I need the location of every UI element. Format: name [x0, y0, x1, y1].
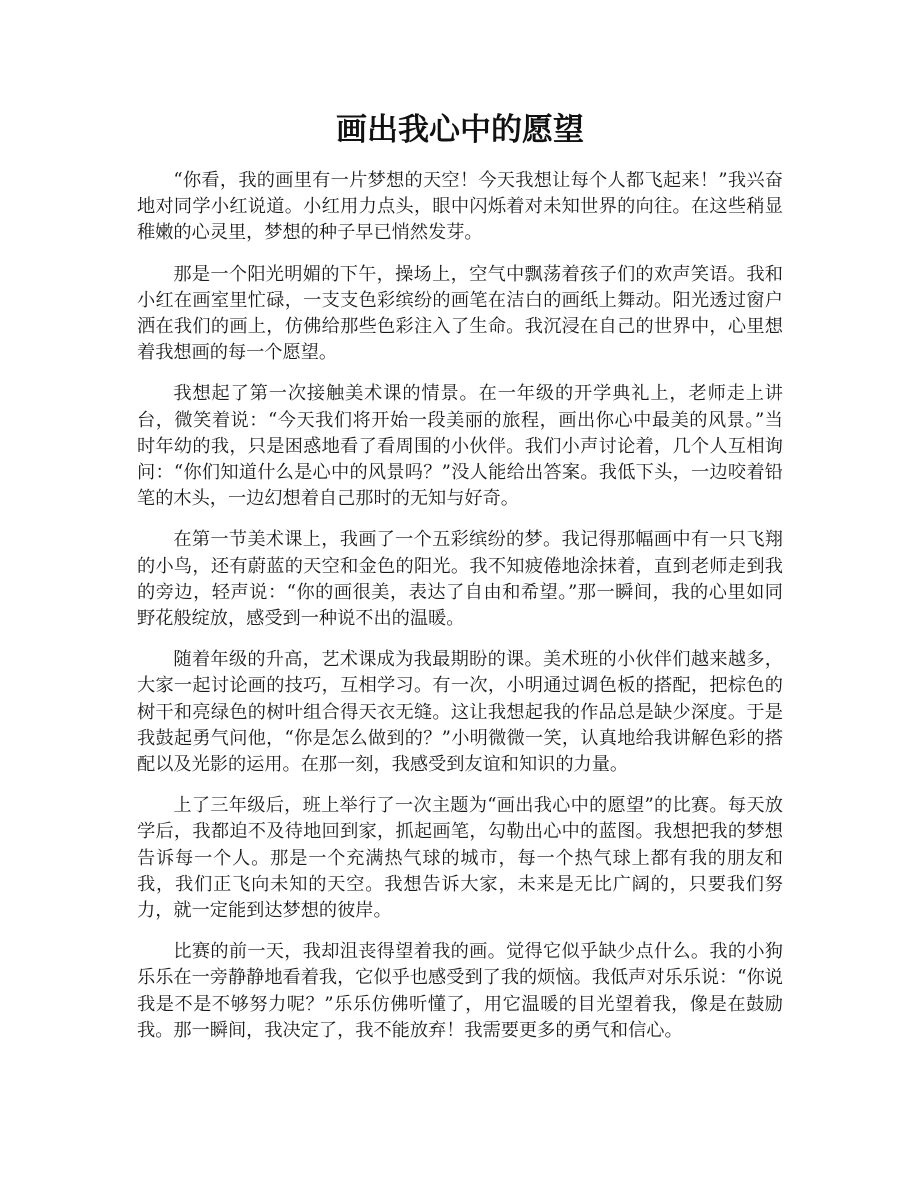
- paragraph: 那是一个阳光明媚的下午，操场上，空气中飘荡着孩子们的欢声笑语。我和小红在画室里忙碌，一支支色彩缤纷的画笔在洁白的画纸上舞动。阳光透过窗户洒在我们的画上，仿佛给那些色彩注入了生命。我沉浸在自己的世界中，心里想着我想画的每一个愿望。: [137, 263, 783, 364]
- paragraph: 比赛的前一天，我却沮丧得望着我的画。觉得它似乎缺少点什么。我的小狗乐乐在一旁静静地看着我，它似乎也感受到了我的烦恼。我低声对乐乐说：“你说我是不是不够努力呢？”乐乐仿佛听懂了，用它温暖的目光望着我，像是在鼓励我。那一瞬间，我决定了，我不能放弃！我需要更多的勇气和信心。: [137, 941, 783, 1041]
- document-title: 画出我心中的愿望: [336, 112, 584, 148]
- paragraph: 随着年级的升高，艺术课成为我最期盼的课。美术班的小伙伴们越来越多，大家一起讨论画的技巧，互相学习。有一次，小明通过调色板的搭配，把棕色的树干和亮绿色的树叶组合得天衣无缝。这让我想起我的作品总是缺少深度。于是我鼓起勇气问他，“你是怎么做到的？”小明微微一笑，认真地给我讲解色彩的搭配以及光影的运用。在那一刻，我感受到友谊和知识的力量。: [137, 649, 783, 776]
- paragraph: “你看，我的画里有一片梦想的天空！今天我想让每个人都飞起来！”我兴奋地对同学小红说道。小红用力点头，眼中闪烁着对未知世界的向往。在这些稍显稚嫩的心灵里，梦想的种子早已悄然发芽。: [137, 170, 783, 244]
- paragraph: 在第一节美术课上，我画了一个五彩缤纷的梦。我记得那幅画中有一只飞翔的小鸟，还有蔚蓝的天空和金色的阳光。我不知疲倦地涂抹着，直到老师走到我的旁边，轻声说：“你的画很美，表达了自由和希望。”那一瞬间，我的心里如同野花般绽放，感受到一种说不出的温暖。: [137, 529, 783, 630]
- document-body: [137, 168, 783, 1044]
- paragraph: 上了三年级后，班上举行了一次主题为“画出我心中的愿望”的比赛。每天放学后，我都迫不及待地回到家，抓起画笔，勾勒出心中的蓝图。我想把我的梦想告诉每一个人。那是一个充满热气球的城市，每一个热气球上都有我的朋友和我，我们正飞向未知的天空。我想告诉大家，未来是无比广阔的，只要我们努力，就一定能到达梦想的彼岸。: [137, 795, 783, 922]
- paragraph: 我想起了第一次接触美术课的情景。在一年级的开学典礼上，老师走上讲台，微笑着说：“今天我们将开始一段美丽的旅程，画出你心中最美的风景。”当时年幼的我，只是困惑地看了看周围的小伙伴。我们小声讨论着，几个人互相询问：“你们知道什么是心中的风景吗？”没人能给出答案。我低下头，一边咬着铅笔的木头，一边幻想着自己那时的无知与好奇。: [137, 383, 783, 510]
